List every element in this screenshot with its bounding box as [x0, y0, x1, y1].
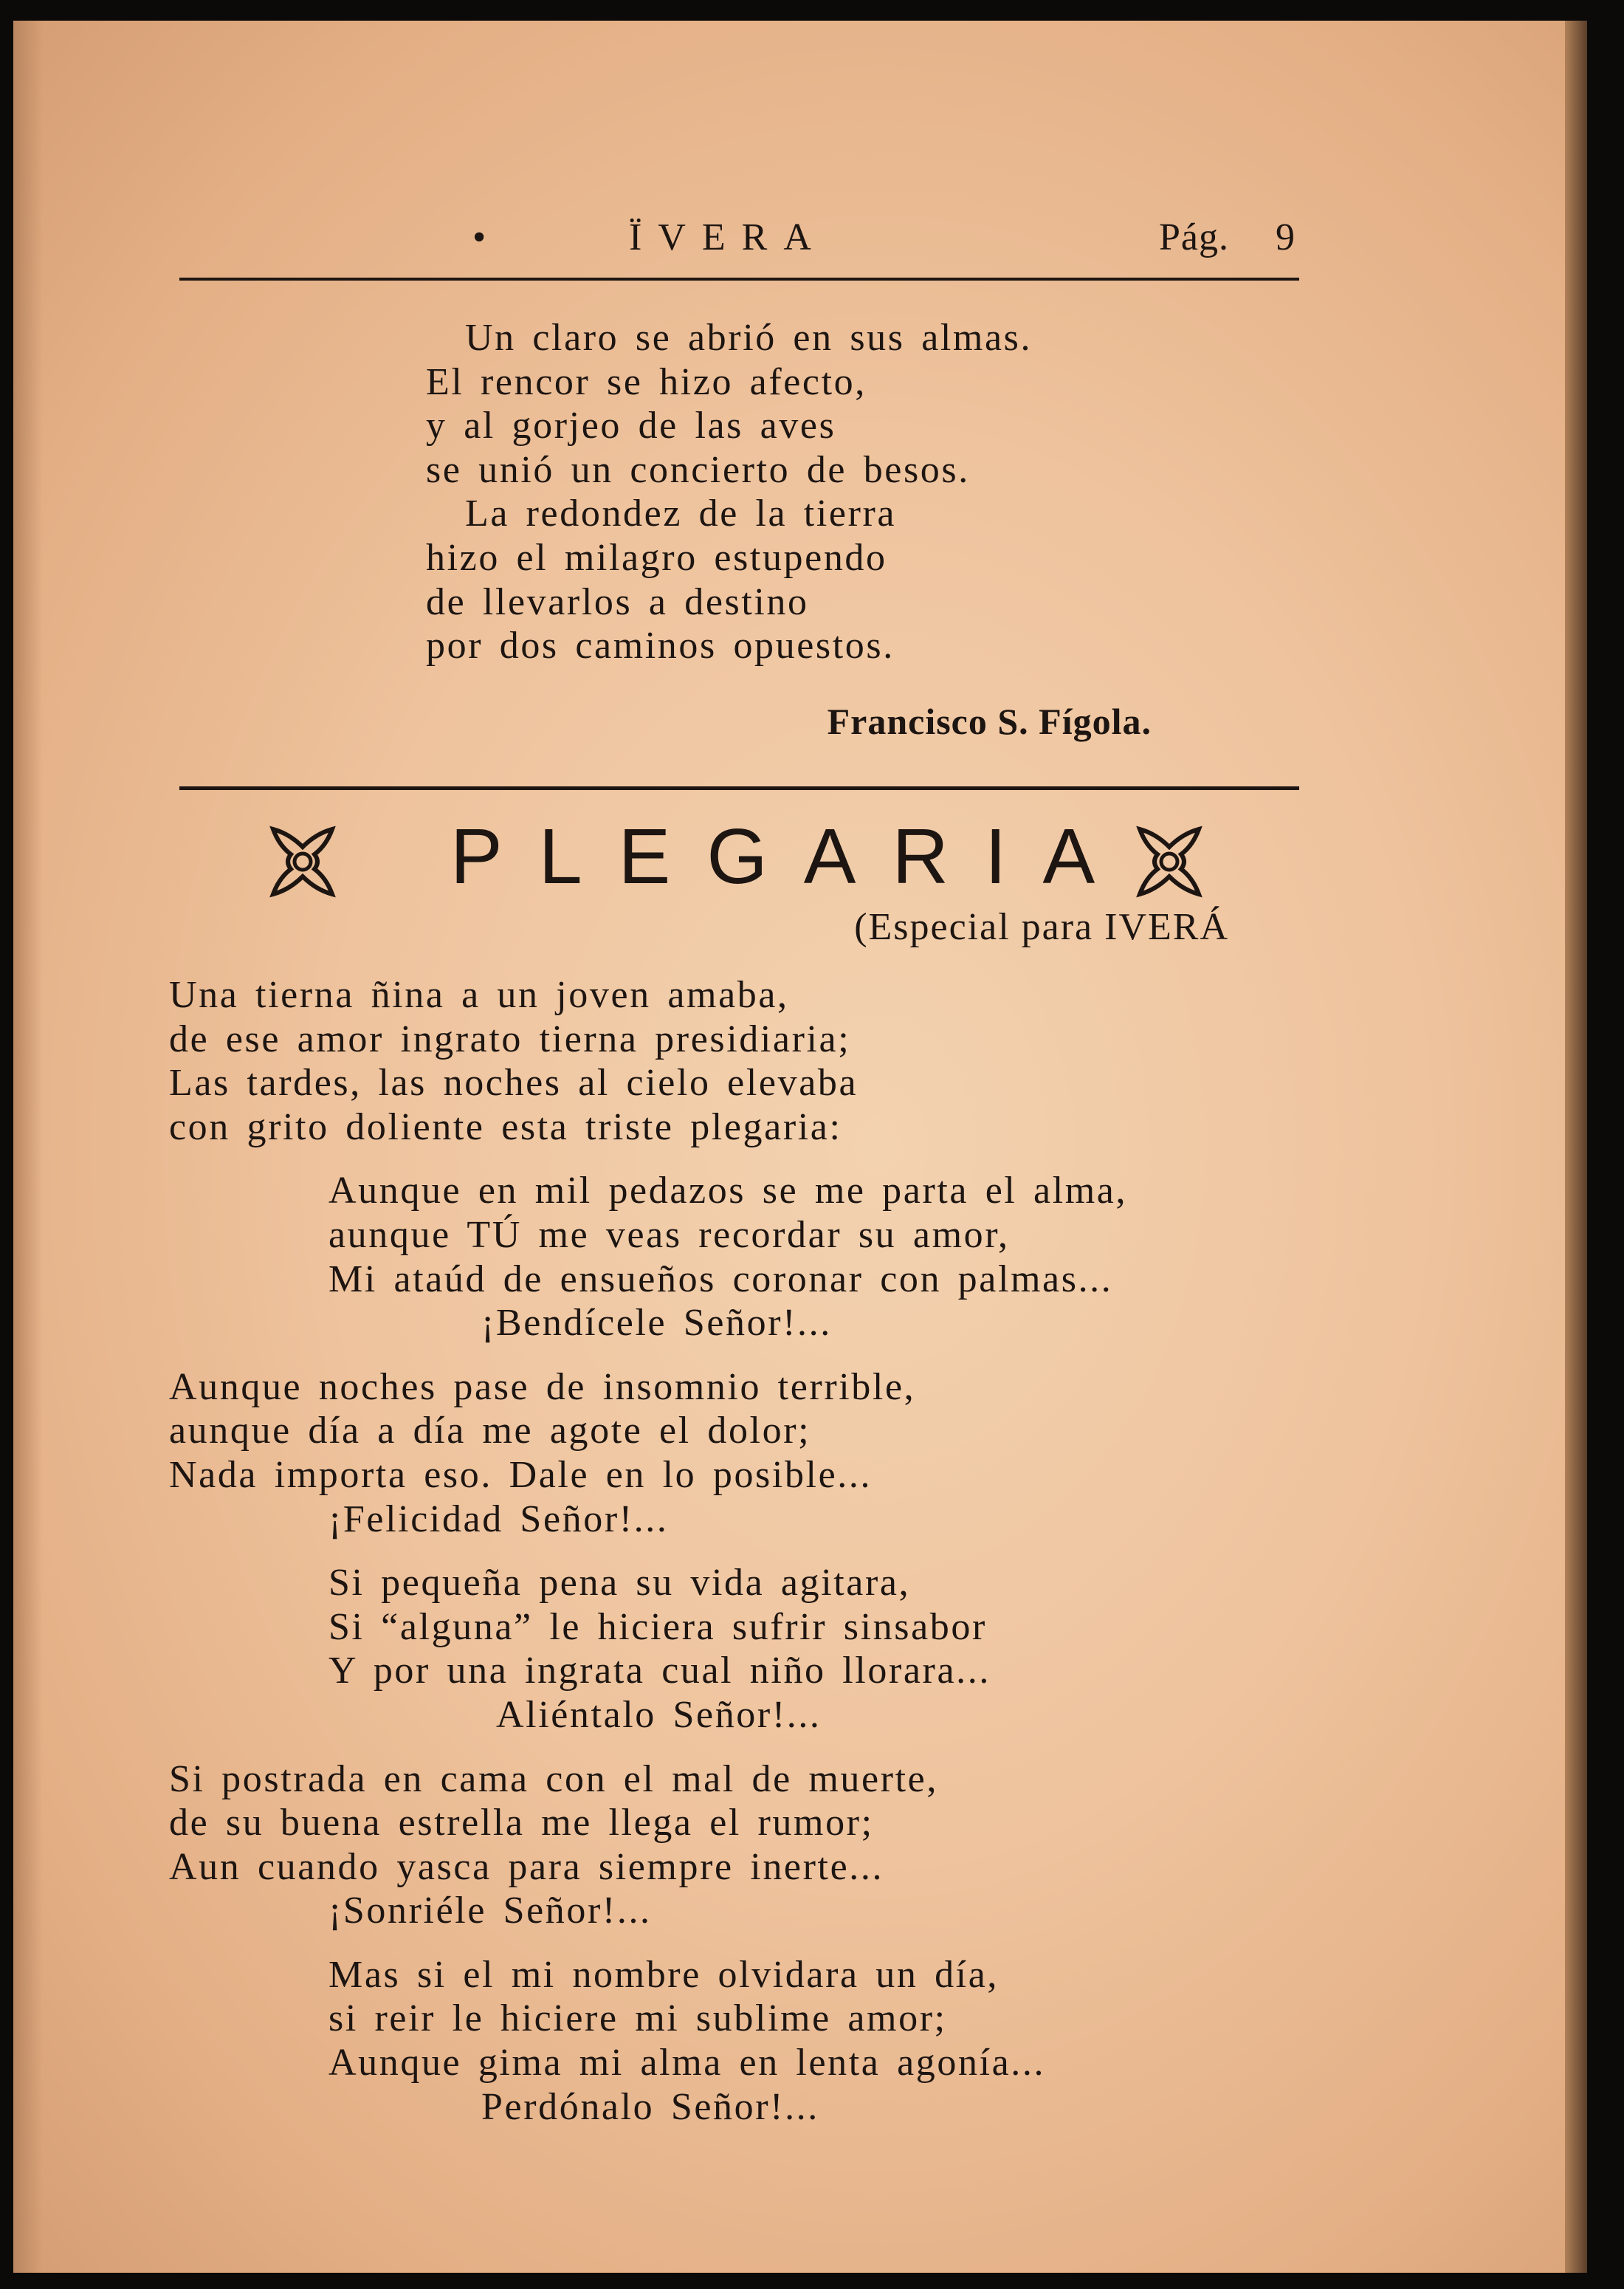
stanza	[169, 1169, 1127, 1345]
poem-line: Un claro se abrió en sus almas.	[465, 317, 1033, 359]
poem-line: Aunque gima mi alma en lenta agonía...	[328, 2042, 1046, 2084]
poem-line: de llevarlos a destino	[426, 580, 809, 623]
poem-line: se unió un concierto de besos.	[426, 448, 970, 491]
poem-line: de su buena estrella me llega el rumor;	[169, 1802, 874, 1844]
poem-line: con grito doliente esta triste plegaria:	[169, 1105, 842, 1148]
plegaria-subtitle: (Especial para IVERÁ	[854, 906, 1229, 948]
poem-line: Aunque en mil pedazos se me parta el alma,	[328, 1170, 1128, 1212]
ornament-icon	[267, 825, 338, 899]
poem-line: La redondez de la tierra	[465, 493, 897, 535]
poem1-author: Francisco S. Fígola.	[827, 701, 1152, 742]
stanza	[169, 1953, 1127, 2129]
poem-line: hizo el milagro estupendo	[426, 536, 887, 579]
poem-line: Aun cuando yasca para siempre inerte...	[169, 1845, 884, 1888]
ornament-icon	[1134, 825, 1205, 899]
poem-line: Mas si el mi nombre olvidara un día,	[328, 1953, 999, 1996]
section-rule	[179, 786, 1299, 790]
poem-line: Si “alguna” le hiciera sufrir sinsabor	[328, 1605, 987, 1648]
poem-line: Y por una ingrata cual niño llorara...	[328, 1650, 991, 1692]
poem1-text	[426, 316, 1032, 668]
refrain-line: ¡Bendícele Señor!...	[481, 1302, 832, 1345]
stanza	[169, 1365, 1127, 1541]
poem-line: si reir le hiciere mi sublime amor;	[328, 1997, 947, 2040]
page-spine	[1565, 21, 1587, 2273]
poem-line: Las tardes, las noches al cielo elevaba	[169, 1062, 859, 1105]
poem-line: por dos caminos opuestos.	[426, 625, 895, 668]
poem-line: Mi ataúd de ensueños coronar con palmas...	[328, 1257, 1113, 1300]
poem-line: Nada importa eso. Dale en lo posible...	[169, 1453, 873, 1496]
poem-line: Si postrada en cama con el mal de muerte,	[169, 1757, 938, 1800]
header-magazine-title: ÏVERA	[629, 216, 828, 258]
stanza	[169, 1757, 1127, 1933]
stanza	[169, 1561, 1127, 1737]
header-page-label: Pág.	[1159, 216, 1229, 258]
poem-line: aunque TÚ me veas recordar su amor,	[328, 1213, 1010, 1256]
poem-line: El rencor se hizo afecto,	[426, 360, 867, 403]
refrain-line: Perdónalo Señor!...	[481, 2085, 819, 2128]
refrain-line: Aliéntalo Señor!...	[496, 1693, 822, 1736]
refrain-line: ¡Felicidad Señor!...	[328, 1497, 669, 1540]
poem-line: y al gorjeo de las aves	[426, 405, 836, 447]
plegaria-text	[169, 973, 1127, 2129]
poem-line: Una tierna ñina a un joven amaba,	[169, 974, 789, 1016]
poem-line: de ese amor ingrato tierna presidiaria;	[169, 1017, 851, 1060]
header-rule	[179, 278, 1299, 281]
plegaria-title: PLEGARIA	[450, 813, 1132, 900]
header-page-number: 9	[1276, 216, 1298, 258]
refrain-line: ¡Sonriéle Señor!...	[328, 1890, 652, 1932]
poem-line: Aunque noches pase de insomnio terrible,	[169, 1365, 916, 1408]
poem-line: aunque día a día me agote el dolor;	[169, 1410, 811, 1452]
poem-line: Si pequeña pena su vida agitara,	[328, 1562, 911, 1605]
header-bullet: •	[472, 216, 489, 258]
stanza	[169, 973, 1127, 1149]
